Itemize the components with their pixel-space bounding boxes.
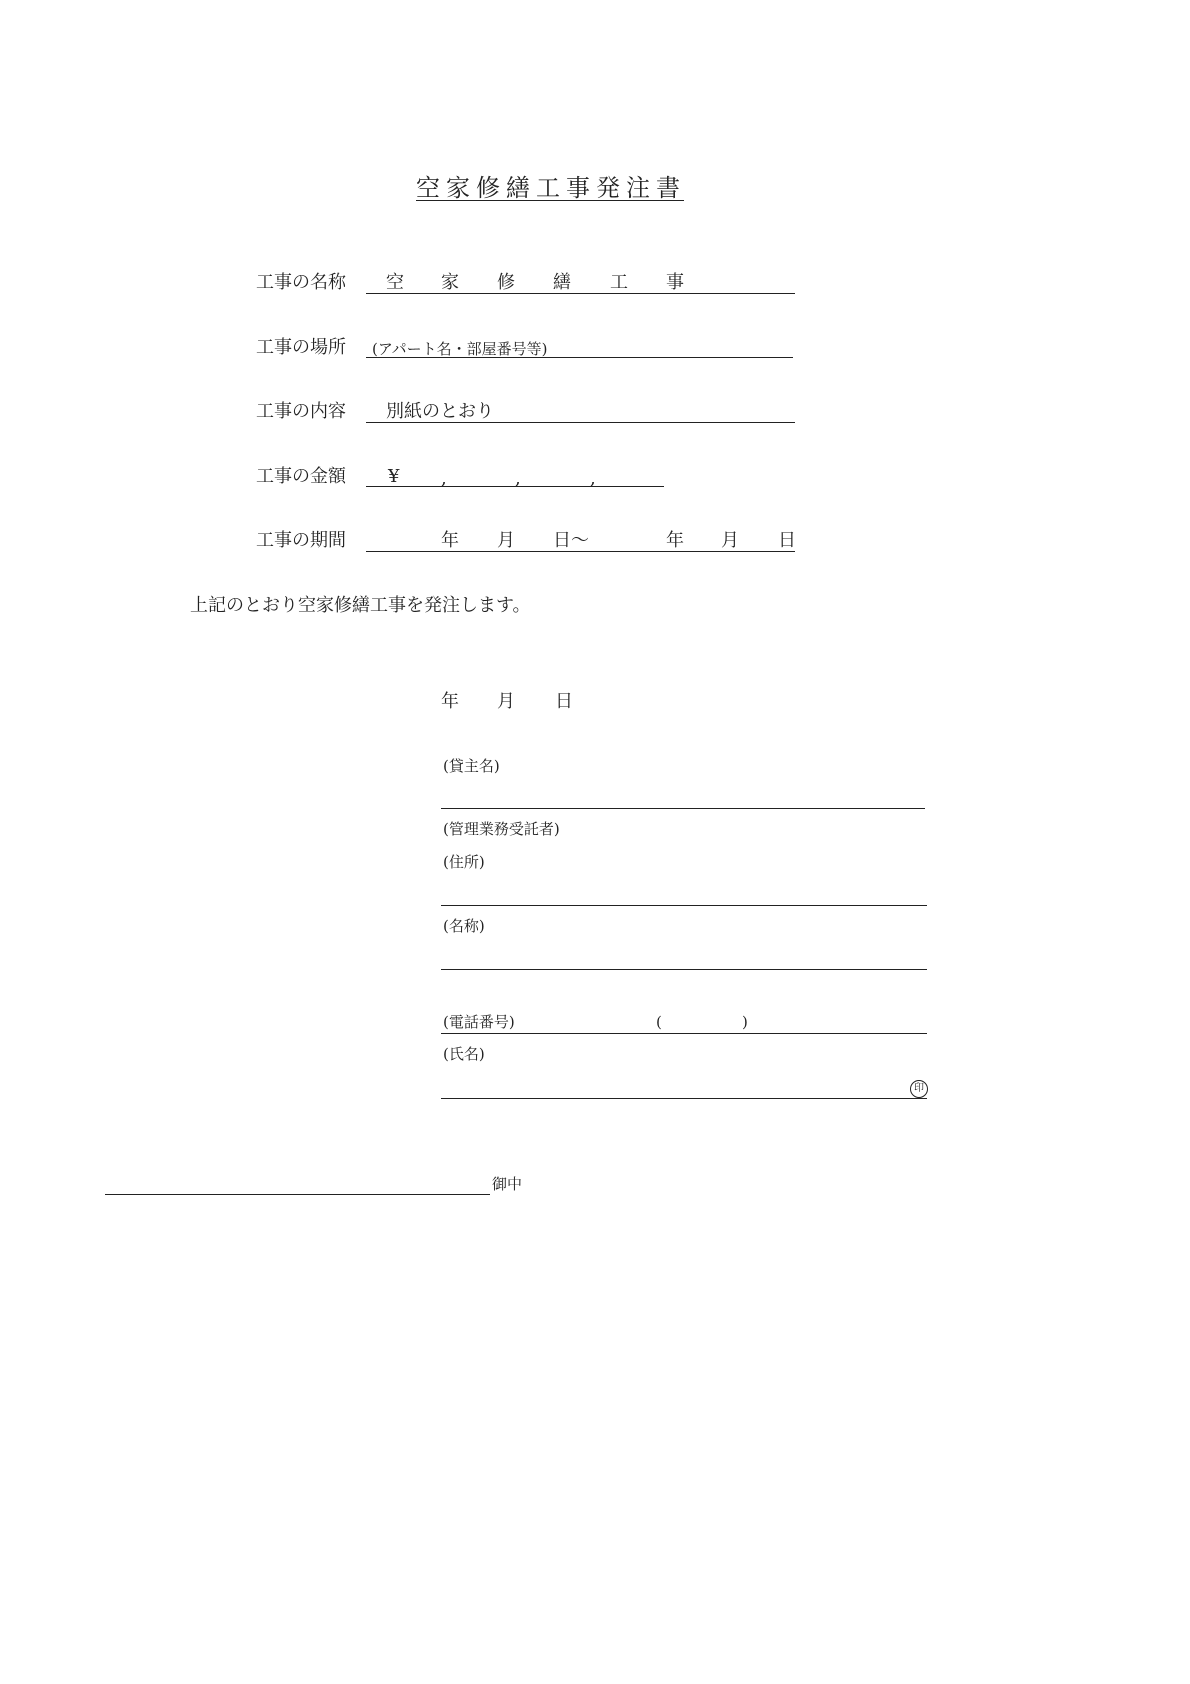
value-construction-name-1: 空 <box>386 272 404 293</box>
label-phone: (電話番号) <box>443 1013 515 1031</box>
value-construction-name-6: 事 <box>666 272 684 293</box>
field-line-location[interactable] <box>366 357 793 358</box>
period-end-month: 月 <box>721 530 739 551</box>
period-end-day: 日 <box>778 530 796 551</box>
amount-comma-1: , <box>441 468 447 489</box>
label-manager: (管理業務受託者) <box>443 820 560 838</box>
field-line-content[interactable] <box>366 422 795 423</box>
label-address: (住所) <box>443 853 485 871</box>
label-construction-period: 工事の期間 <box>256 530 346 551</box>
label-construction-content: 工事の内容 <box>256 401 346 422</box>
yen-sign: ¥ <box>388 466 400 487</box>
amount-comma-3: , <box>590 468 596 489</box>
phone-paren-open: ( <box>656 1013 662 1031</box>
period-start-day: 日〜 <box>553 530 589 551</box>
title-underline <box>416 200 684 201</box>
value-construction-name-4: 繕 <box>553 272 571 293</box>
date-month: 月 <box>497 691 515 712</box>
label-company-name: (名称) <box>443 917 485 935</box>
value-construction-name-2: 家 <box>441 272 459 293</box>
value-construction-name-3: 修 <box>497 272 515 293</box>
value-construction-name-5: 工 <box>610 272 628 293</box>
line-addressee[interactable] <box>105 1194 490 1195</box>
date-year: 年 <box>441 691 459 712</box>
value-construction-content: 別紙のとおり <box>386 401 494 422</box>
addressee-suffix: 御中 <box>492 1175 523 1193</box>
line-company-name[interactable] <box>441 969 927 970</box>
date-day: 日 <box>555 691 573 712</box>
label-construction-name: 工事の名称 <box>256 272 346 293</box>
document-title: 空家修繕工事発注書 <box>416 174 686 202</box>
field-line-name[interactable] <box>366 293 795 294</box>
line-address[interactable] <box>441 905 927 906</box>
period-start-year: 年 <box>441 530 459 551</box>
order-statement: 上記のとおり空家修繕工事を発注します。 <box>190 595 531 616</box>
label-person-name: (氏名) <box>443 1045 485 1063</box>
line-person-name[interactable] <box>441 1098 927 1099</box>
seal-icon: 印 <box>910 1080 928 1098</box>
value-construction-location: (アパート名・部屋番号等) <box>372 340 548 358</box>
label-landlord: (貸主名) <box>443 757 500 775</box>
amount-comma-2: , <box>515 468 521 489</box>
period-end-year: 年 <box>666 530 684 551</box>
field-line-period[interactable] <box>366 551 795 552</box>
label-construction-location: 工事の場所 <box>256 337 346 358</box>
label-construction-amount: 工事の金額 <box>256 466 346 487</box>
line-phone[interactable] <box>441 1033 927 1034</box>
field-line-amount[interactable] <box>366 486 664 487</box>
line-landlord[interactable] <box>441 808 925 809</box>
period-start-month: 月 <box>497 530 515 551</box>
phone-paren-close: ) <box>742 1013 748 1031</box>
